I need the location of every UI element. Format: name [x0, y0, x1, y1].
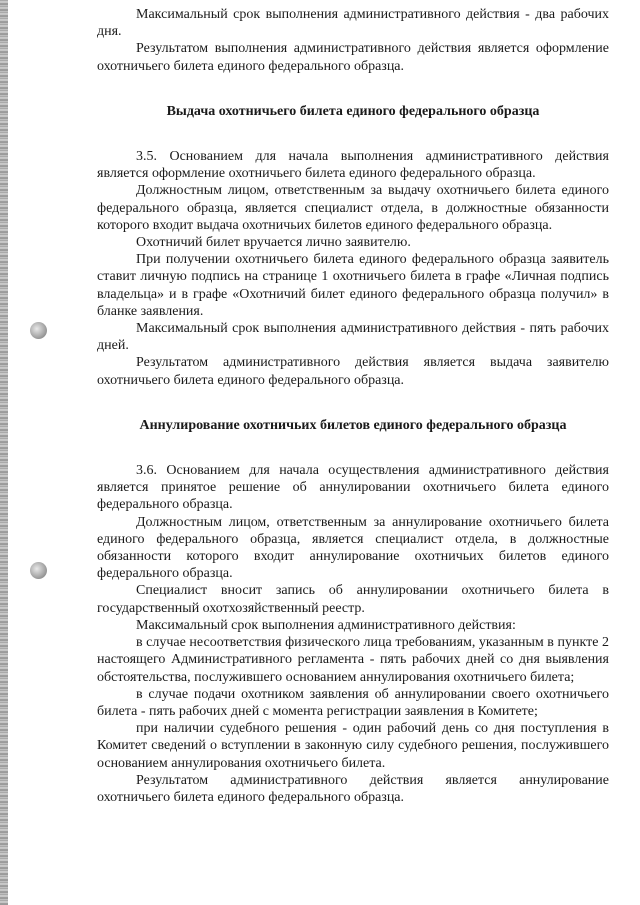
paragraph: при наличии судебного решения - один рабочий день со дня поступления в Комитет сведений о вступлении в законную силу судебного решения, послужившего основанием аннулирования охотничьего билета. — [97, 721, 609, 771]
paragraph: При получении охотничьего билета единого федерального образца заявитель ставит личную подпись на странице 1 охотничьего билета в графе «Личная подпись владельца» и в графе «Охотничий билет единого федерального образца получил» в бланке заявления. — [97, 252, 609, 319]
paragraph: Максимальный срок выполнения административного действия: — [136, 617, 516, 633]
document-body — [97, 6, 609, 806]
paragraph: Должностным лицом, ответственным за аннулирование охотничьего билета единого федерального образца, является специалист отдела, в должностные обязанности которого входит аннулирование охотничьих билетов единого федерального образца. — [97, 514, 609, 582]
paragraph: в случае подачи охотником заявления об аннулировании своего охотничьего билета - пять рабочих дней с момента регистрации заявления в Комитете; — [97, 686, 609, 719]
scan-left-edge — [0, 0, 8, 905]
paragraph: Результатом выполнения административного действия является оформление охотничьего билета единого федерального образца. — [97, 41, 609, 74]
binder-hole — [30, 322, 47, 339]
paragraph: 3.5. Основанием для начала выполнения административного действия является оформление охотничьего билета единого федерального образца. — [97, 149, 609, 182]
paragraph: Специалист вносит запись об аннулировании охотничьего билета в государственный охотхозяйственный реестр. — [97, 583, 609, 616]
paragraph: Охотничий билет вручается лично заявителю. — [136, 235, 411, 251]
paragraph: Максимальный срок выполнения административного действия - пять рабочих дней. — [97, 321, 609, 354]
paragraph: в случае несоответствия физического лица требованиям, указанным в пункте 2 настоящего Административного регламента - пять рабочих дней со дня выявления обстоятельства, послужившего основанием аннулирования охотничьего билета; — [97, 635, 609, 685]
paragraph: Результатом административного действия является выдача заявителю охотничьего билета единого федерального образца. — [97, 355, 609, 388]
section-heading: Выдача охотничьего билета единого федерального образца — [166, 103, 540, 119]
binder-hole — [30, 562, 47, 579]
paragraph: 3.6. Основанием для начала осуществления административного действия является принятое решение об аннулировании охотничьего билета единого федерального образца. — [97, 463, 609, 513]
section-heading: Аннулирование охотничьих билетов единого федерального образца — [139, 417, 567, 433]
paragraph: Должностным лицом, ответственным за выдачу охотничьего билета единого федерального образца, является специалист отдела, в должностные обязанности которого входит выдача охотничьих билетов единого федерального образца. — [97, 183, 609, 233]
paragraph: Максимальный срок выполнения административного действия - два рабочих дня. — [97, 7, 609, 40]
paragraph: Результатом административного действия является аннулирование охотничьего билета единого федерального образца. — [97, 772, 609, 805]
